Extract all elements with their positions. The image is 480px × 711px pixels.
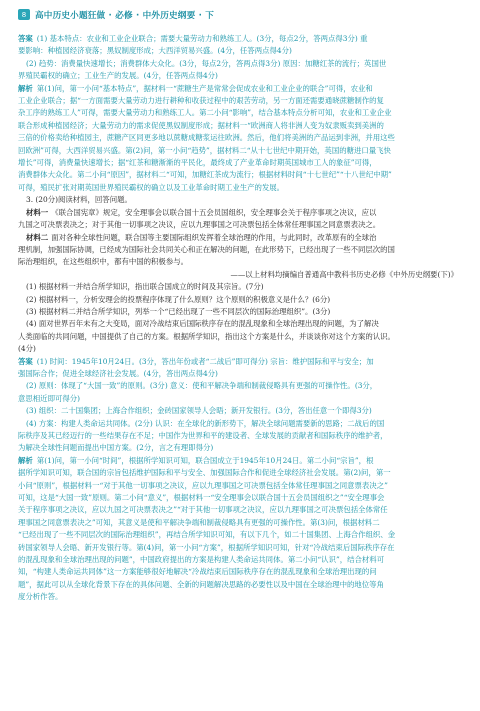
page-header — [18, 6, 466, 23]
analysis-line: 题”，据此可以从全球化背景下存在的具体问题、全新的问题解决思路的必要性以及中国在全球治理中的地位等角 — [18, 579, 384, 589]
answer-line: (2) 原则：体现了“大国一致”的原则。(3分) 意义：使和平解决争端和制裁侵略具有更强的可操作性。(3分， — [26, 381, 378, 391]
material-line: 理机制，加强国际协调，已经成为国际社会共同关心和正在解决的问题，在此形势下，已经出现了一些不同层次的国 — [18, 244, 395, 254]
analysis-line: 度分析作答。 — [18, 592, 63, 602]
answer-tag: 答案 — [18, 356, 33, 366]
analysis-line: 第(1)问，第一小问“时间”，根据所学知识可知，联合国成立于1945年10月24日。第二小问“宗旨”，根 — [36, 455, 374, 465]
material-line: 九国之可决票表决之；对于其他一切事项之决议，应以九理事国之可决票包括全体常任理事国之同意票表决之。 — [18, 220, 381, 230]
analysis-line: 据所学知识可知，联合国的宗旨包括维护国际和平与安全、加强国际合作和促进全球经济社会发展。第(2)问，第一 — [18, 468, 391, 478]
material-line: 际治理组织，在这些组织中，都有中国的积极参与。 — [18, 257, 188, 267]
analysis-line: 可知，这是“大国一致”原则。第二小问“意义”，根据材料一“安全理事会以联合国十五会员国组织之”“安全理事会 — [18, 493, 385, 503]
question-block — [18, 194, 466, 355]
material1-tag: 材料一 — [26, 207, 49, 217]
answer-line: (1) 时间：1945年10月24日。(3分，答出年份或者“二战后”即可得分) 宗旨：维护国际和平与安全；加 — [36, 356, 374, 366]
question-intro: 3. (20分)阅读材料，回答问题。 — [26, 195, 132, 205]
analysis-line: 关于程序事项之决议，应以九国之可决票表决之”“对于其他一切事项之决议，应以九理事国之可决票包括全体常任 — [18, 505, 388, 515]
analysis-block-2 — [18, 455, 466, 604]
analysis-line: 砖国家领导人会晤、新开发银行等。第(4)问，第一小问“方案”，根据所学知识可知，针对“冷战结束后国际秩序存在 — [18, 542, 395, 552]
analysis-line: 消费群体大众化。第二小问“原因”，据材料二“可知，加糖红茶成为流行；根据材料时间“十七世纪”“十八世纪中期” — [18, 170, 392, 180]
answer-block-1 — [18, 33, 466, 83]
answer-line: 要影响：种植园经济衰落；黑奴制度形成；大西洋贸易兴盛。(4分，任答两点得4分) — [18, 46, 292, 56]
page-number: 8 — [18, 9, 30, 20]
answer-line: 际秩序及其已经迈行的一些结果存在不足；中国作为世界和平的建设者、全球发展的贡献者和国际秩序的维护者， — [18, 431, 388, 440]
sub-question: (3) 根据材料二并结合所学知识，列举一个“已经出现了一些不同层次的国际治理组织”。(3分) — [26, 306, 331, 316]
analysis-line: 联合形成种植园经济；大量劳动力的需求促使黑奴制度形成；据材料一“欧洲商人将非洲人变为奴隶贩卖到美洲的 — [18, 120, 384, 130]
material-line: 面对各种全球性问题，联合国等主要国际组织发挥着全球治理的作用，与此同时，改革原有的全球治 — [51, 232, 377, 242]
answer-line: 为解决全球性问题而提出中国方案。(2分，言之有理即得分) — [18, 443, 214, 453]
analysis-line: 知，“构建人类命运共同体”这一方案能够很好地解决“冷战结束后国际秩序存在的混乱现象和全球治理出现的问 — [18, 567, 377, 577]
analysis-line: 的混乱现象和全球治理出现的问题”，中国政府提出的方案是构建人类命运共同体。第二小问“认识”，结合材料可 — [18, 555, 385, 565]
sub-question: (4分) — [18, 344, 36, 354]
answer-tag: 答案 — [18, 34, 33, 43]
material2-tag: 材料二 — [26, 232, 49, 242]
analysis-line: “已经出现了一些不同层次的国际治理组织”，再结合所学知识可知，有以下几个，如二十国集团、上海合作组织、金 — [18, 530, 396, 540]
analysis-line: 回欧洲”可得，大西洋贸易兴盛。第(2)问，第一小问“趋势”，据材料二“从十七世纪中期开始，英国的糖进口量飞快 — [18, 145, 391, 155]
sub-question: (1) 根据材料一并结合所学知识，指出联合国成立的时间及其宗旨。(7分) — [26, 282, 264, 292]
analysis-line: 三倍的价格卖给种植园主，蔗糖产区同更多地以蔗糖成糖浆运往欧洲。然后，他们将美洲的产品运到非洲，并用这些 — [18, 133, 395, 143]
answer-line: (4) 方案：构建人类命运共同体。(2分) 认识：在全球化的新形势下，解决全球问题需要新的思路；二战后的国 — [26, 418, 385, 428]
sub-question: 人类面临的共同问题，中国提供了自己的方案。根据所学知识，指出这个方案是什么，并谈谈你对这个方案的认识。 — [18, 331, 395, 341]
analysis-line: 理事国之同意票表决之”可知，其意义是使和平解决争端和制裁侵略具有更强的可操作性。第(3)问，根据材料二 — [18, 517, 380, 527]
answer-line: 强国际合作；促进全球经济社会发展。(4分，答出两点得4分) — [18, 368, 218, 378]
analysis-block-1 — [18, 83, 466, 195]
analysis-line: 可得，殖民扩张对期英国世界殖民霸权的确立以及工业革命时期工业生产的发展。 — [18, 182, 285, 192]
sub-question: (2) 根据材料一，分析安理会的投票程序体现了什么原则？这个原则的积极意义是什么？(6分) — [26, 294, 331, 304]
sub-question: (4) 面对世界百年未有之大变局，面对冷战结束后国际秩序存在的混乱现象和全球治理出现的问题，为了解决 — [26, 319, 379, 329]
analysis-line: 杂工序的熟练工人”可得，需要大量劳动力和熟练工人。第二小问“影响”，结合基本特点分析可知，农业和工业企业 — [18, 108, 392, 118]
running-title: 高中历史小题狂做 · 必修 · 中外历史纲要 · 下 — [35, 10, 215, 21]
answer-line: (1) 基本特点：农业和工业企业联合；需要大量劳动力和熟练工人。(3分，每点2分，答两点得3分) 重 — [36, 34, 368, 43]
analysis-line: 工业企业联合；据“一方面需要大量劳动力进行耕种和收获过程中的艰苦劳动，另一方面还需要通晓蔗糖制作的复 — [18, 96, 384, 106]
answer-line: (3) 组织：二十国集团；上海合作组织；金砖国家领导人会晤；新开发银行。(3分，答出任意一个即得3分) — [26, 406, 372, 416]
analysis-tag: 解析 — [18, 83, 33, 93]
answer-line: (2) 趋势：消费量快速增长；消费群体大众化。(3分，每点2分，答两点得3分) 原因：加糖红茶的流行；英国世 — [26, 58, 387, 68]
analysis-line: 增长”可得，消费量快速增长；据“红茶和糖渐渐的平民化，最终成了产业革命时期英国城市工人的象征”可得， — [18, 158, 377, 168]
material-line: 《联合国宪章》规定，安全理事会以联合国十五会员国组织，安全理事会关于程序事项之决议，应以 — [51, 207, 377, 217]
analysis-tag: 解析 — [18, 455, 33, 465]
analysis-line: 第(1)问，第一小问“基本特点”，据材料一“蔗糖生产是常常会促成农业和工业企业的联合”可得，农业和 — [36, 83, 373, 93]
analysis-line: 小问“原则”，根据材料一“对于其他一切事项之决议，应以九理事国之可决票包括全体常任理事国之同意票表决之” — [18, 480, 388, 490]
answer-block-2 — [18, 356, 466, 455]
source-citation: ——以上材料均摘编自普通高中教科书历史必修《中外历史纲要(下)》 — [230, 269, 458, 279]
answer-line: 意思相近即可得分) — [18, 393, 81, 403]
answer-line: 界殖民霸权的确立；工业生产的发展。(4分，任答两点得4分) — [18, 71, 218, 81]
